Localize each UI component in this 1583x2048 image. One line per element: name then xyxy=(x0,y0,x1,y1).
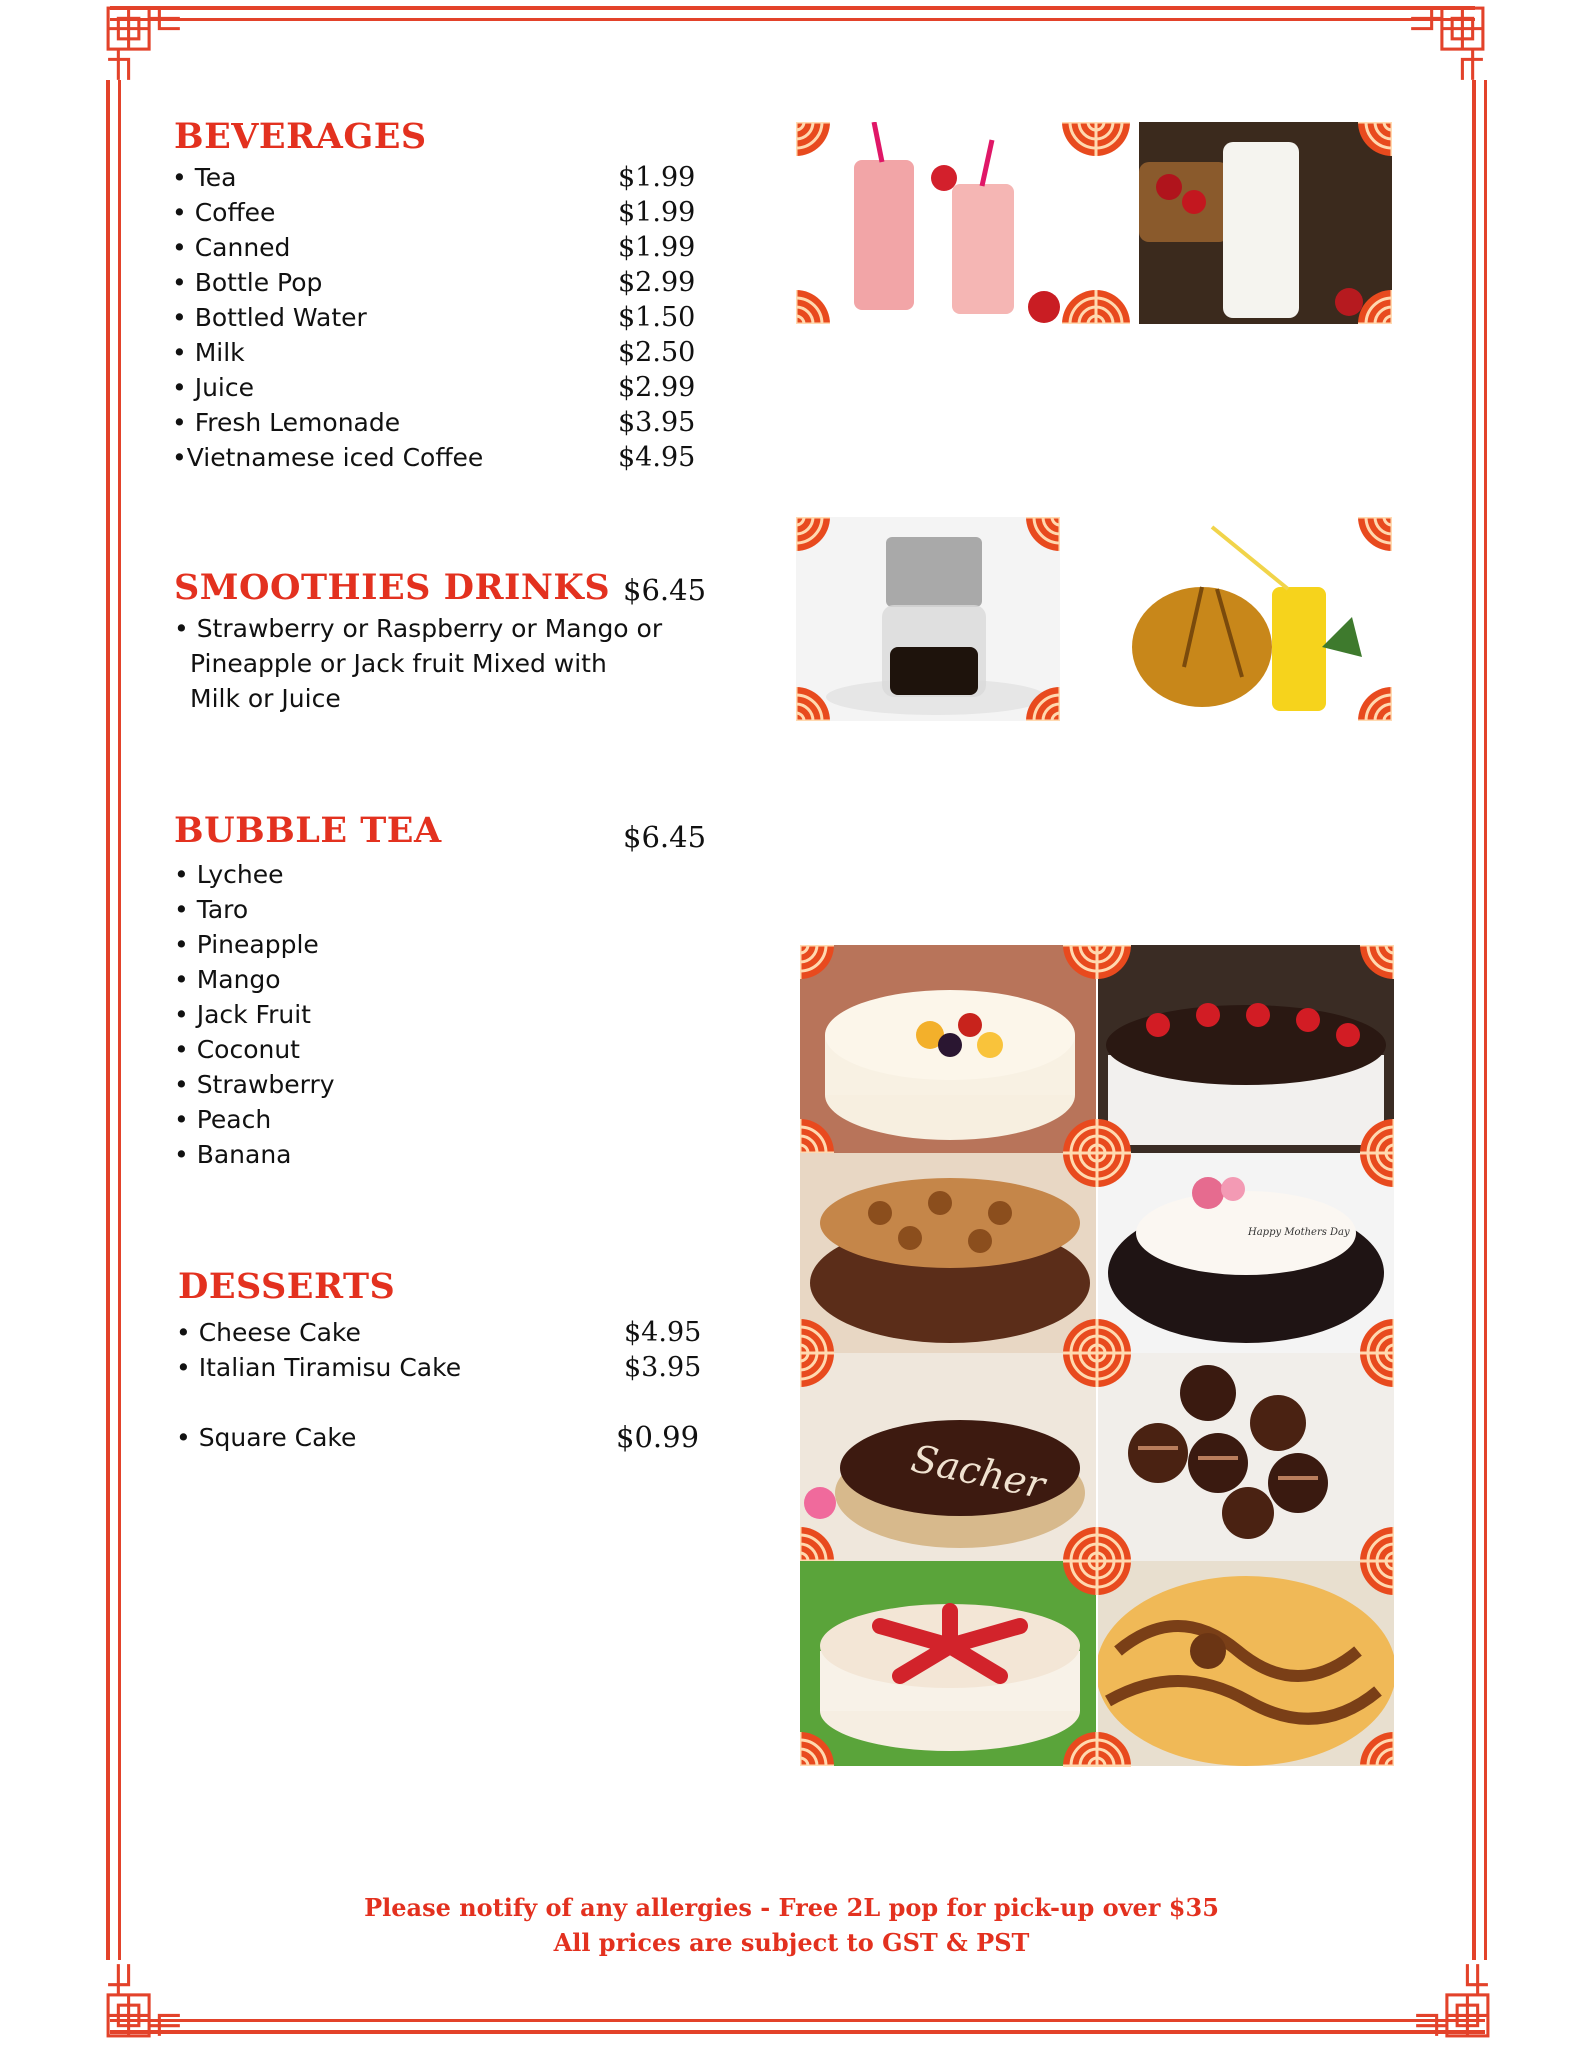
item-price: $3.95 xyxy=(618,407,696,438)
pineapple-juice-photo xyxy=(1092,517,1392,721)
list-item xyxy=(176,1315,716,1350)
bubble-tea-list xyxy=(174,857,574,1172)
list-item xyxy=(172,265,712,300)
list-item: • Peach xyxy=(174,1105,272,1134)
item-name: • Canned xyxy=(172,233,291,262)
desserts-list xyxy=(176,1315,716,1455)
fruit-cream-cake-photo xyxy=(800,945,1096,1153)
list-item: • Lychee xyxy=(174,860,284,889)
list-item xyxy=(172,230,712,265)
medal-ornament xyxy=(1056,122,1136,324)
list-item: • Banana xyxy=(174,1140,292,1169)
item-price: $4.95 xyxy=(624,1317,702,1348)
list-item xyxy=(172,335,712,370)
footer-notice-line-2: All prices are subject to GST & PST xyxy=(553,1928,1030,1957)
milk-drink-photo xyxy=(1139,122,1392,324)
list-item: • Coconut xyxy=(174,1035,300,1064)
marble-cheesecake-photo xyxy=(1098,1561,1394,1766)
corner-ornament-top-right xyxy=(1405,4,1487,86)
list-item xyxy=(176,1420,716,1455)
mothers-day-cake-photo xyxy=(1098,1153,1394,1353)
item-name: • Italian Tiramisu Cake xyxy=(176,1353,462,1382)
chocolate-truffles-photo xyxy=(1098,1353,1394,1561)
list-item: • Mango xyxy=(174,965,281,994)
item-price: $1.99 xyxy=(618,162,696,193)
strawberry-cheesecake-photo xyxy=(800,1561,1096,1766)
chocolate-peanut-cake-photo xyxy=(800,1153,1096,1353)
vietnamese-coffee-photo xyxy=(796,517,1060,721)
item-name: • Square Cake xyxy=(176,1423,357,1452)
item-name: • Coffee xyxy=(172,198,276,227)
bubble-tea-price: $6.45 xyxy=(623,820,707,854)
smoothies-heading: SMOOTHIES DRINKS xyxy=(174,567,611,608)
corner-ornament-top-left xyxy=(104,4,186,86)
strawberry-smoothie-photo xyxy=(796,122,1092,324)
item-price: $3.95 xyxy=(624,1352,702,1383)
item-name: • Tea xyxy=(172,163,237,192)
list-item: • Pineapple xyxy=(174,930,319,959)
medal-ornament-column xyxy=(1057,945,1137,1767)
item-name: • Fresh Lemonade xyxy=(172,408,401,437)
item-price: $4.95 xyxy=(618,442,696,473)
item-name: • Juice xyxy=(172,373,254,402)
bubble-tea-heading: BUBBLE TEA xyxy=(174,810,442,851)
smoothies-description-line-1: • Strawberry or Raspberry or Mango or xyxy=(174,614,663,643)
item-price: $0.99 xyxy=(616,1420,700,1454)
smoothies-description-line-2: Pineapple or Jack fruit Mixed with xyxy=(190,649,607,678)
item-price: $1.99 xyxy=(618,197,696,228)
list-item xyxy=(172,195,712,230)
item-price: $2.99 xyxy=(618,372,696,403)
item-price: $2.99 xyxy=(618,267,696,298)
item-name: • Milk xyxy=(172,338,245,367)
sacher-cake-photo xyxy=(800,1353,1096,1561)
beverages-heading: BEVERAGES xyxy=(174,116,427,157)
item-name: • Bottle Pop xyxy=(172,268,323,297)
sacher-cake-text: Sacher xyxy=(907,1436,1049,1508)
item-name: • Cheese Cake xyxy=(176,1318,361,1347)
beverages-list xyxy=(172,160,712,475)
item-price: $2.50 xyxy=(618,337,696,368)
list-item xyxy=(172,370,712,405)
smoothies-price: $6.45 xyxy=(623,573,707,607)
item-price: $1.99 xyxy=(618,232,696,263)
desserts-heading: DESSERTS xyxy=(178,1266,396,1307)
corner-ornament-bottom-left xyxy=(104,1958,186,2040)
item-name: •Vietnamese iced Coffee xyxy=(172,443,484,472)
list-item: • Taro xyxy=(174,895,249,924)
item-name: • Bottled Water xyxy=(172,303,367,332)
list-item xyxy=(172,160,712,195)
list-item xyxy=(172,405,712,440)
footer-notice-line-1: Please notify of any allergies - Free 2L pop for pick-up over $35 xyxy=(364,1893,1219,1922)
item-price: $1.50 xyxy=(618,302,696,333)
list-item xyxy=(172,440,712,475)
list-item xyxy=(172,300,712,335)
list-item: • Strawberry xyxy=(174,1070,335,1099)
list-item: • Jack Fruit xyxy=(174,1000,311,1029)
smoothies-description-line-3: Milk or Juice xyxy=(190,684,341,713)
cake-greeting-text: Happy Mothers Day xyxy=(1248,1227,1350,1238)
list-item xyxy=(176,1350,716,1385)
strawberry-chocolate-cake-photo xyxy=(1098,945,1394,1153)
corner-ornament-bottom-right xyxy=(1410,1958,1492,2040)
